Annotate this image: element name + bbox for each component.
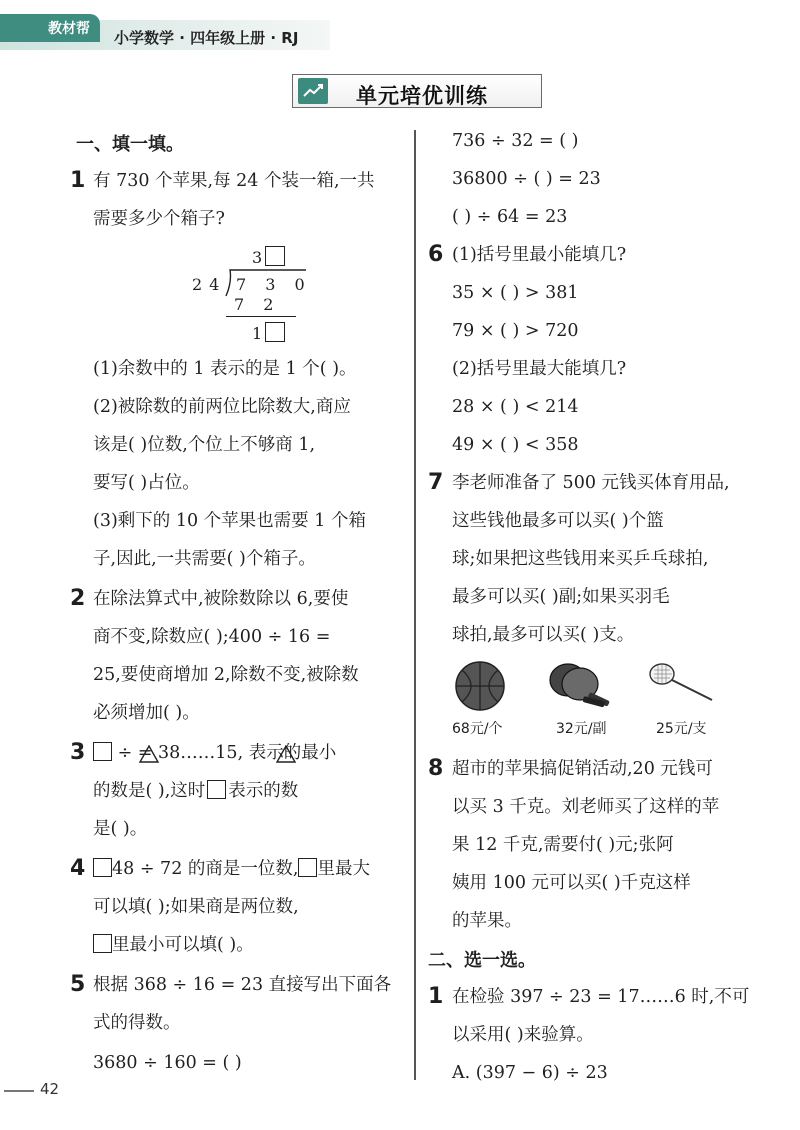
q1-part-2: 该是( )位数,个位上不够商 1, [93, 435, 316, 455]
q5-expression: 736 ÷ 32 = ( ) [452, 131, 579, 151]
price-label: 68元/个 [452, 721, 503, 737]
q1-part-1: (1)余数中的 1 表示的是 1 个( )。 [93, 359, 357, 379]
question-number: 1 [70, 168, 86, 193]
q6-expression: 28 × ( ) < 214 [452, 397, 579, 417]
blank-box [265, 246, 285, 266]
badminton-racket-icon [646, 660, 718, 706]
q7-line: 球;如果把这些钱用来买乒乓球拍, [452, 549, 709, 569]
q1-stem-line: 需要多少个箱子? [93, 209, 225, 229]
q7-line: 最多可以买( )副;如果买羽毛 [452, 587, 670, 607]
q5-line: 根据 368 ÷ 16 = 23 直接写出下面各 [93, 975, 392, 995]
division-remainder: 1 [252, 322, 285, 343]
page-number: 42 [40, 1080, 60, 1098]
c1-line: 以采用( )来验算。 [452, 1025, 594, 1045]
q5-expression: 3680 ÷ 160 = ( ) [93, 1053, 242, 1073]
q2-line: 必须增加( )。 [93, 703, 200, 723]
series-label: 小学数学 · 四年级上册 · RJ [114, 29, 299, 47]
question-number: 2 [70, 586, 86, 611]
column-divider [414, 130, 416, 1080]
question-number: 1 [428, 984, 444, 1009]
basketball-icon [452, 660, 508, 712]
q1-part-3: 子,因此,一共需要( )个箱子。 [93, 549, 316, 569]
division-divisor: 24 [192, 275, 227, 294]
q3-line: ÷ = 38……15, 表示的最小 [93, 740, 336, 766]
question-number: 3 [70, 740, 86, 765]
long-division [188, 240, 312, 344]
q6-expression: 79 × ( ) > 720 [452, 321, 579, 341]
q1-part-2: 要写( )占位。 [93, 473, 200, 493]
q2-line: 商不变,除数应( );400 ÷ 16 = [93, 627, 331, 647]
q1-part-3: (3)剩下的 10 个苹果也需要 1 个箱 [93, 511, 366, 531]
q4-line: 可以填( );如果商是两位数, [93, 897, 299, 917]
question-number: 7 [428, 470, 444, 495]
trend-chart-icon [298, 78, 328, 104]
q5-line: 式的得数。 [93, 1013, 181, 1033]
question-number: 8 [428, 756, 444, 781]
page-dash [4, 1090, 34, 1092]
blank-box [93, 934, 112, 953]
triangle-symbol [276, 745, 296, 763]
q1-part-2: (2)被除数的前两位比除数大,商应 [93, 397, 351, 417]
question-number: 4 [70, 856, 86, 881]
blank-box [207, 780, 226, 799]
question-number: 5 [70, 972, 86, 997]
q7-line: 李老师准备了 500 元钱买体育用品, [452, 473, 730, 493]
ping-pong-paddles-icon [546, 660, 618, 708]
page-title: 单元培优训练 [356, 84, 488, 108]
q1-stem-line: 有 730 个苹果,每 24 个装一箱,一共 [93, 171, 375, 191]
q5-expression: ( ) ÷ 64 = 23 [452, 207, 568, 227]
q8-line: 以买 3 千克。刘老师买了这样的苹 [452, 797, 720, 817]
c1-line: 在检验 397 ÷ 23 = 17……6 时,不可 [452, 987, 750, 1007]
q5-expression: 36800 ÷ ( ) = 23 [452, 169, 601, 189]
section-fill-heading: 一、填一填。 [76, 134, 184, 155]
q6-subheading: (1)括号里最小能填几? [452, 245, 627, 265]
section-choose-heading: 二、选一选。 [428, 950, 536, 971]
division-quotient: 3 [252, 246, 285, 267]
q8-line: 果 12 千克,需要付( )元;张阿 [452, 835, 674, 855]
c1-option-a: A. (397 − 6) ÷ 23 [452, 1063, 608, 1083]
q4-line: 48 ÷ 72 的商是一位数, 里最大 [93, 856, 370, 882]
q2-line: 25,要使商增加 2,除数不变,被除数 [93, 665, 359, 685]
q8-line: 姨用 100 元可以买( )千克这样 [452, 873, 691, 893]
division-product: 7 2 [234, 295, 281, 314]
price-label: 25元/支 [656, 721, 707, 737]
brand-label: 教材帮 [48, 21, 90, 37]
q8-line: 超市的苹果搞促销活动,20 元钱可 [452, 759, 713, 779]
triangle-symbol [139, 745, 159, 763]
q3-line: 的数是( ),这时 表示的数 [93, 781, 299, 801]
q6-expression: 49 × ( ) < 358 [452, 435, 579, 455]
division-dividend: 7 3 0 [236, 275, 312, 294]
q6-expression: 35 × ( ) > 381 [452, 283, 579, 303]
q6-subheading: (2)括号里最大能填几? [452, 359, 627, 379]
q2-line: 在除法算式中,被除数除以 6,要使 [93, 589, 349, 609]
blank-box [298, 858, 317, 877]
q8-line: 的苹果。 [452, 911, 522, 931]
blank-box [93, 742, 112, 761]
q7-line: 球拍,最多可以买( )支。 [452, 625, 635, 645]
question-number: 6 [428, 242, 444, 267]
division-line [226, 316, 296, 317]
q7-line: 这些钱他最多可以买( )个篮 [452, 511, 664, 531]
q3-line: 是( )。 [93, 819, 148, 839]
q4-line: 里最小可以填( )。 [93, 932, 254, 958]
blank-box [265, 322, 285, 342]
price-label: 32元/副 [556, 721, 607, 737]
blank-box [93, 858, 112, 877]
